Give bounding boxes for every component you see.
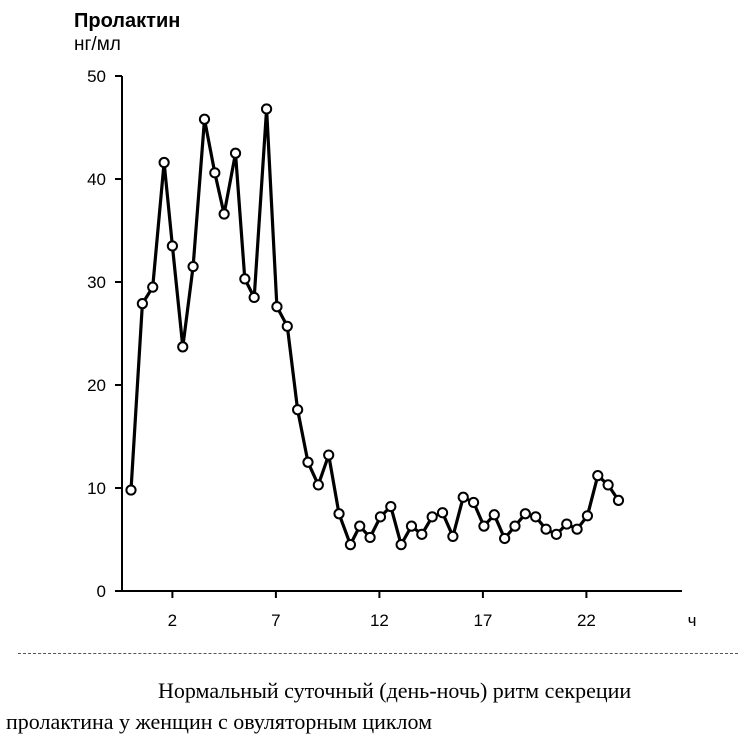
y-tick-label: 20 <box>87 376 106 395</box>
data-point <box>614 496 623 505</box>
data-point <box>250 293 259 302</box>
series <box>126 104 623 549</box>
data-point <box>324 450 333 459</box>
data-point <box>210 168 219 177</box>
data-point <box>572 525 581 534</box>
data-point <box>200 115 209 124</box>
x-tick-label: 7 <box>271 611 281 630</box>
data-point <box>314 480 323 489</box>
data-point <box>148 283 157 292</box>
data-point <box>593 471 602 480</box>
data-point <box>168 241 177 250</box>
y-tick-label: 50 <box>87 67 106 86</box>
y-tick-label: 0 <box>96 582 106 601</box>
data-point <box>469 498 478 507</box>
data-point <box>541 525 550 534</box>
data-point <box>138 299 147 308</box>
y-tick-label: 10 <box>87 479 106 498</box>
y-axis-unit: нг/мл <box>74 34 121 55</box>
data-point <box>407 522 416 531</box>
data-point <box>583 511 592 520</box>
data-point <box>500 534 509 543</box>
y-tick-label: 40 <box>87 170 106 189</box>
data-point <box>490 510 499 519</box>
data-point <box>459 493 468 502</box>
data-point <box>303 458 312 467</box>
data-point <box>376 512 385 521</box>
data-point <box>262 104 271 113</box>
data-point <box>283 322 292 331</box>
data-point <box>178 342 187 351</box>
data-point <box>562 519 571 528</box>
data-point <box>365 533 374 542</box>
data-point <box>189 262 198 271</box>
data-point <box>479 522 488 531</box>
data-point <box>231 149 240 158</box>
data-point <box>397 540 406 549</box>
y-tick-label: 30 <box>87 273 106 292</box>
data-point <box>355 522 364 531</box>
caption-divider <box>18 653 738 654</box>
data-point <box>160 158 169 167</box>
caption-line-2: пролактина у женщин с овуляторным циклом <box>6 709 433 734</box>
axes <box>122 76 682 591</box>
data-point <box>521 509 530 518</box>
data-point <box>428 512 437 521</box>
x-tick-label: 2 <box>167 611 178 630</box>
data-point <box>272 302 281 311</box>
data-point <box>438 508 447 517</box>
data-point <box>126 485 135 494</box>
data-point <box>334 509 343 518</box>
x-axis-unit: ч <box>687 611 697 630</box>
x-tick-label: 22 <box>576 611 596 630</box>
data-point <box>417 530 426 539</box>
data-point <box>604 480 613 489</box>
data-point <box>448 532 457 541</box>
data-point <box>240 274 249 283</box>
data-point <box>346 540 355 549</box>
y-axis-title: Пролактин <box>74 10 181 32</box>
data-point <box>386 502 395 511</box>
data-point <box>293 405 302 414</box>
x-tick-label: 12 <box>369 611 389 630</box>
data-point <box>220 209 229 218</box>
series-line <box>131 109 619 545</box>
x-tick-label: 17 <box>473 611 493 630</box>
caption-line-1: Нормальный суточный (день-ночь) ритм секреции <box>158 678 632 703</box>
data-point <box>531 512 540 521</box>
data-point <box>552 530 561 539</box>
data-point <box>510 522 519 531</box>
